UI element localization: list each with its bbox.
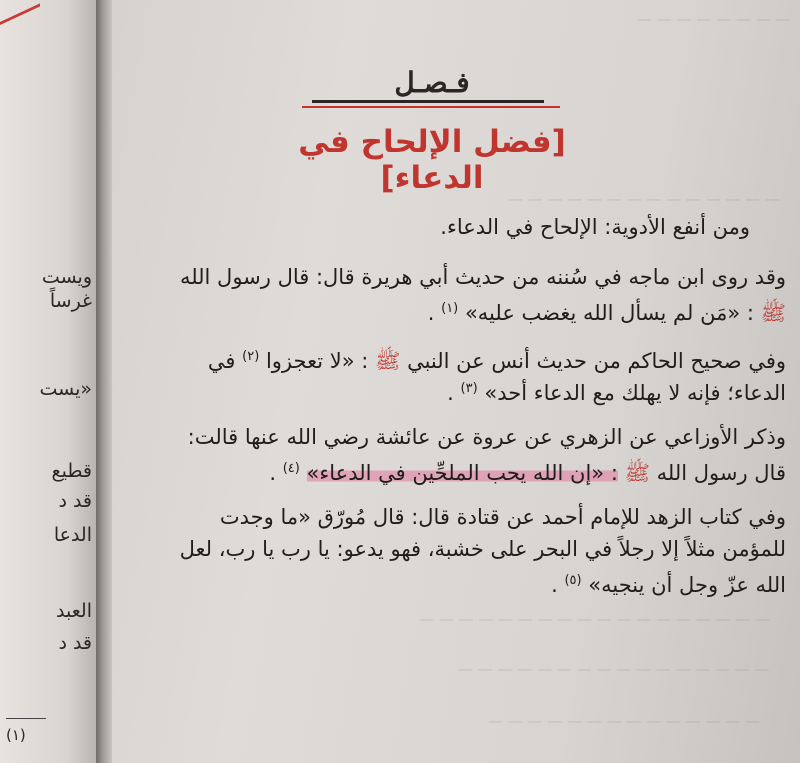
honorific-symbol: ﷺ <box>624 461 650 485</box>
footnote-marker: (٣) <box>460 381 478 396</box>
text-line <box>208 342 786 376</box>
bleed-through-text: — — — — — — — — — — — — — — — — <box>458 660 770 678</box>
left-page-line: الدعا <box>53 524 92 546</box>
bleed-through-text: — — — — — — — — — — — — — — <box>508 190 780 208</box>
left-page-line: قد د <box>58 490 92 512</box>
text-line: وقد روى ابن ماجه في سُننه من حديث أبي هريرة قال: قال رسول الله <box>179 265 786 289</box>
footnote-marker: (٢) <box>242 349 260 364</box>
left-page-line: قطيع <box>51 460 92 482</box>
punctuation: . <box>447 381 454 405</box>
text-line <box>428 294 786 328</box>
text-line: وذكر الأوزاعي عن الزهري عن عروة عن عائشة رضي الله عنها قالت: <box>187 425 786 449</box>
left-page-line: ويست <box>41 266 92 288</box>
bleed-through-text: — — — — — — — — — — — — — — — — — — <box>418 610 770 628</box>
punctuation: . <box>551 573 558 597</box>
left-page <box>0 0 96 763</box>
text-line: للمؤمن مثلاً إلا رجلاً في البحر على خشبة، فهو يدعو: يا رب يا رب، لعل <box>179 537 786 561</box>
chapter-heading: [فضل الإلحاح في الدعاء] <box>298 124 566 196</box>
text-segment: قال رسول الله <box>656 461 786 485</box>
hadith-text: الله عزّ وجل أن ينجيه» <box>588 573 786 597</box>
footnote-marker: (١) <box>441 301 459 316</box>
text-line <box>269 454 786 488</box>
hadith-text: الدعاء؛ فإنه لا يهلك مع الدعاء أحد» <box>484 381 786 405</box>
footnote-marker: (٤) <box>282 461 300 476</box>
text-segment: وفي صحيح الحاكم من حديث أنس عن النبي <box>407 349 786 373</box>
red-ink-mark <box>0 0 40 25</box>
bleed-through-text: — — — — — — — — — — — — — — <box>488 712 760 730</box>
bleed-through-text: — — — — — — — — <box>636 10 790 28</box>
section-title: فـصـل <box>394 66 470 99</box>
text-segment: في <box>207 349 236 373</box>
right-page <box>112 0 800 763</box>
title-rule-red <box>302 106 560 108</box>
left-page-line: غرساً <box>49 290 92 312</box>
honorific-symbol: ﷺ <box>760 301 786 325</box>
left-footnote-marker: (١) <box>6 726 26 744</box>
title-rule-black <box>312 100 544 103</box>
book-gutter <box>96 0 112 763</box>
highlighted-hadith-text: : «إن الله يحب الملحِّين في الدعاء» <box>306 461 618 485</box>
hadith-text: : «مَن لم يسأل الله يغضب عليه» <box>464 301 754 325</box>
footnote-rule <box>6 718 46 719</box>
left-page-line: العبد <box>56 600 92 622</box>
honorific-symbol: ﷺ <box>375 349 401 373</box>
punctuation: . <box>427 301 435 325</box>
punctuation: . <box>269 461 277 485</box>
left-page-line: «يست <box>39 378 92 400</box>
text-line <box>447 374 786 408</box>
text-line: وفي كتاب الزهد للإمام أحمد عن قتادة قال: قال مُورّق «ما وجدت <box>219 505 786 529</box>
text-line: ومن أنفع الأدوية: الإلحاح في الدعاء. <box>440 215 750 239</box>
text-line <box>551 566 786 600</box>
left-page-line: قد د <box>58 632 92 654</box>
footnote-marker: (٥) <box>564 573 582 588</box>
hadith-text: : «لا تعجزوا <box>265 349 369 373</box>
